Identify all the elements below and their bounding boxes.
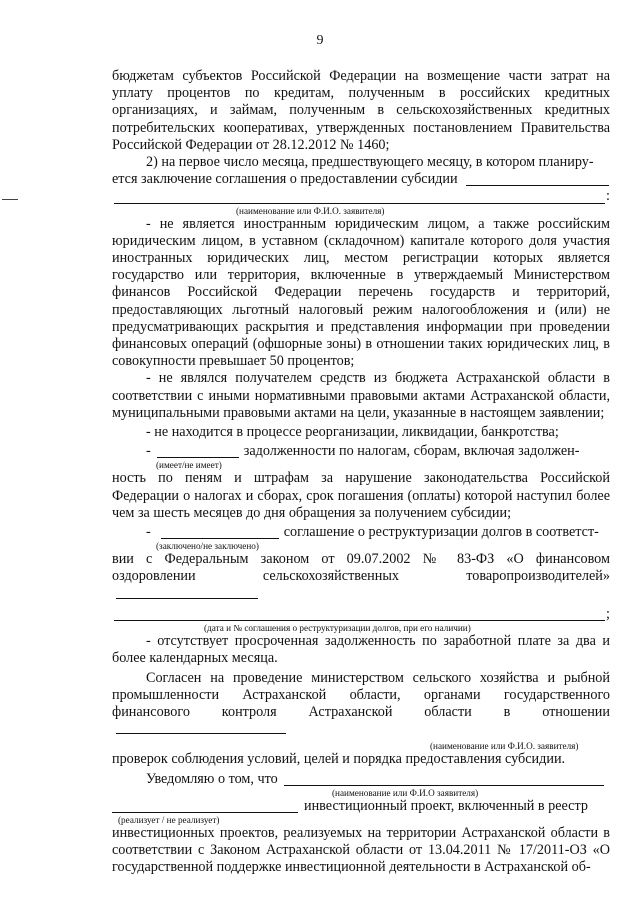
caption-applicant-name: (наименование или Ф.И.О. заявителя) [236,205,385,216]
paragraph-restructuring-line1 [112,524,610,541]
agreement-blank-a[interactable] [116,586,258,599]
applicant-line-colon: : [606,188,610,205]
agreement-line-semicolon: ; [606,605,610,622]
has-debt-blank[interactable] [157,445,239,458]
caption-applicant-name-2: (наименование или Ф.И.О. заявителя) [430,741,579,752]
paragraph-budget-subsidies: бюджетам субъектов Российской Федерации на возмещение части затрат на уплату процентов по кредитам, полученным в российских кредитных организациях, и займам, полученным в сельскохозяйственных кредитных потребительских кооперативах, утвержденных постановлением Правительства Российской Федерации от 28.12.2012 № 1460; [112,68,610,153]
concluded-blank[interactable] [161,526,279,539]
paragraph-first-day-line1: 2) на первое число месяца, предшествующего месяцу, в котором планиру- [146,154,594,171]
tax-debt-dash: - [146,443,151,460]
tax-debt-text: задолженности по налогам, сборам, включая задолжен- [243,443,580,460]
caption-realizes: (реализует / не реализует) [118,814,220,825]
caption-has-debt: (имеет/не имеет) [156,460,222,471]
paragraph-project-line [112,798,610,815]
restructuring-text: соглашение о реструктуризации долгов в соответст- [283,524,599,541]
applicant-line-1 [112,188,610,205]
applicant-blank-2[interactable] [116,721,286,734]
document-body [112,68,610,877]
agreement-line [112,606,610,623]
paragraph-first-day-text: ется заключение соглашения о предоставлении субсидии [112,171,458,188]
consent-text: Согласен на проведение министерством сельского хозяйства и рыбной промышленности Астраханской области, органами государственного финансового контроля Астраханской области в отношении [112,669,610,720]
restructuring-law-text: вии с Федеральным законом от 09.07.2002 № 83-ФЗ «О финансовом оздоровлении сельскохозяйственных товаропроизводителей» [112,551,610,585]
caption-applicant-name-3: (наименование или Ф.И.О заявителя) [332,787,479,798]
margin-mark [2,199,18,200]
paragraph-investment-law: инвестиционных проектов, реализуемых на территории Астраханской области в соответствии с Законом Астраханской области от 13.04.2011 № 17/2011-ОЗ «О государственной поддержке инвестиционной деятельности в Астраханской об- [112,824,610,876]
caption-concluded: (заключено/не заключено) [156,541,259,552]
paragraph-not-recipient: - не являлся получателем средств из бюджета Астраханской области в соответствии с иными нормативными правовыми актами Астраханской области, муниципальными правовыми актами на цели, указанные в настоящем заявлении; [112,370,610,421]
paragraph-first-day-line2 [112,171,610,188]
paragraph-restructuring-cont [112,551,610,606]
paragraph-foreign-entity: - не является иностранным юридическим лицом, а также российским юридическим лицом, в уставном (складочном) капитале которого доля участия иностранных юридических лиц, местом регистрации которых является государство или территория, включенные в утверждаемый Министерством финансов Российской Федерации перечень государств и территорий, предоставляющих льготный налоговый режим налогообложения и (или) не предусматривающих раскрытия и представления информации при проведении финансовых операций (офшорные зоны) в отношении таких юридических лиц, в совокупности превышает 50 процентов; [112,215,610,370]
notify-text: Уведомляю о том, что [146,770,278,787]
page-number: 9 [316,33,324,48]
paragraph-tax-debt-cont: ность по пеням и штрафам за нарушение законодательства Российской Федерации о налогах и сборах, срок погашения (оплаты) которой наступил более чем за шесть месяцев до дня обращения за получением субсидии; [112,470,610,521]
paragraph-notify-line [112,771,610,788]
restructuring-dash: - [146,524,151,541]
project-text: инвестиционный проект, включенный в реестр [304,797,588,814]
agreement-blank-b[interactable] [114,608,605,621]
paragraph-inspections: проверок соблюдения условий, целей и порядка предоставления субсидии. [112,751,566,768]
paragraph-consent [112,670,610,742]
paragraph-tax-debt-line1 [112,443,610,460]
applicant-blank-3[interactable] [284,773,604,786]
paragraph-no-reorganization: - не находится в процессе реорганизации, ликвидации, банкротства; [146,424,559,441]
realizes-blank[interactable] [112,800,298,813]
applicant-blank-1b[interactable] [114,191,605,204]
paragraph-no-wage-arrears: - отсутствует просроченная задолженность по заработной плате за два и более календарных месяца. [112,633,610,667]
applicant-blank-1a[interactable] [466,173,609,186]
caption-agreement: (дата и № соглашения о реструктуризации долгов, при его наличии) [204,623,471,634]
